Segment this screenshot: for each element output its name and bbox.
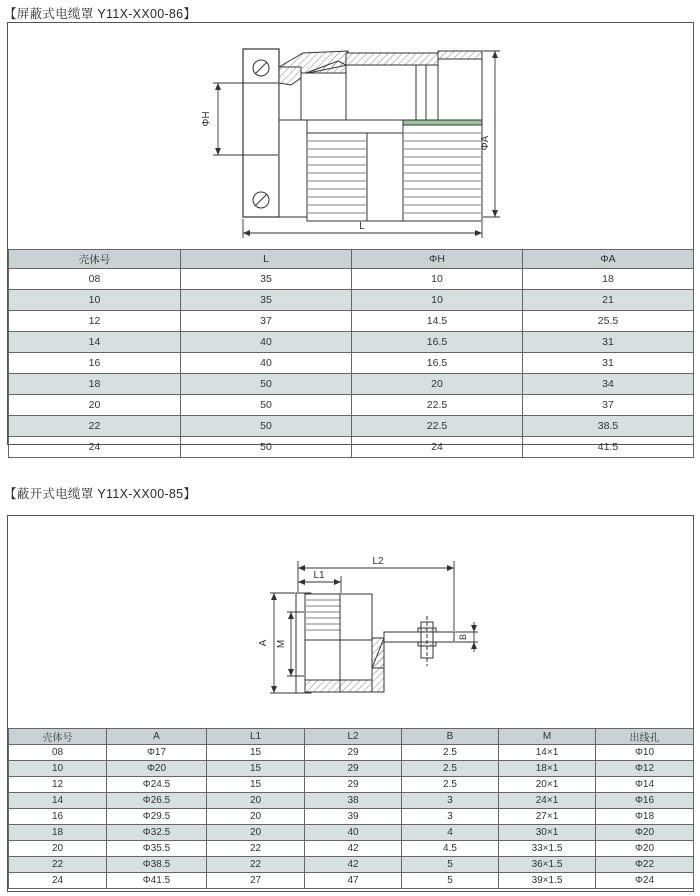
table-cell: 15 [207, 745, 305, 761]
table-cell: 22 [9, 416, 181, 437]
table-row [9, 825, 694, 841]
table-cell: Φ14 [596, 777, 694, 793]
table-cell: Φ35.5 [107, 841, 207, 857]
table-cell: 18×1 [499, 761, 596, 777]
column-header: M [499, 729, 596, 745]
table-cell: 2.5 [402, 761, 499, 777]
table-cell: 40 [181, 353, 352, 374]
table-cell: 4 [402, 825, 499, 841]
column-header: 壳体号 [9, 250, 181, 269]
table-cell: Φ20 [596, 841, 694, 857]
table-cell: 24 [9, 437, 181, 458]
table-row [9, 374, 694, 395]
table-cell: 47 [305, 873, 402, 889]
table-cell: 10 [352, 290, 523, 311]
table-cell: 20×1 [499, 777, 596, 793]
table-cell: 24 [352, 437, 523, 458]
table-cell: 10 [9, 761, 107, 777]
table-row [9, 416, 694, 437]
table-cell: 08 [9, 745, 107, 761]
table-cell: 37 [181, 311, 352, 332]
table-row [9, 290, 694, 311]
table-cell: 16.5 [352, 332, 523, 353]
table-cell: 42 [305, 841, 402, 857]
table-cell: 24 [9, 873, 107, 889]
table-cell: 3 [402, 793, 499, 809]
table-cell: 50 [181, 437, 352, 458]
column-header: ΦA [523, 250, 694, 269]
column-header: L [181, 250, 352, 269]
table-row [9, 311, 694, 332]
section2-panel [7, 515, 694, 892]
section1-title: 【屏蔽式电缆罩 Y11X-XX00-86】 [4, 7, 197, 21]
table-cell: Φ29.5 [107, 809, 207, 825]
table-cell: Φ16 [596, 793, 694, 809]
table-cell: 40 [305, 825, 402, 841]
table-cell: 20 [207, 809, 305, 825]
table-cell: 50 [181, 374, 352, 395]
table-cell: 22 [9, 857, 107, 873]
dim-label-m: M [276, 639, 287, 649]
table-cell: 18 [9, 374, 181, 395]
open-cable-cover-drawing [8, 516, 693, 728]
table-cell: Φ10 [596, 745, 694, 761]
dim-label-a: A [258, 639, 269, 647]
table-cell: 12 [9, 311, 181, 332]
column-header: B [402, 729, 499, 745]
table-cell: 20 [9, 395, 181, 416]
table-cell: 22.5 [352, 395, 523, 416]
table-cell: 14.5 [352, 311, 523, 332]
table-row [9, 353, 694, 374]
table-cell: 10 [352, 269, 523, 290]
column-header: ΦH [352, 250, 523, 269]
section2-spec-table [8, 728, 694, 889]
table-cell: Φ24 [596, 873, 694, 889]
table-row [9, 793, 694, 809]
table-row [9, 761, 694, 777]
table-header-row [9, 729, 694, 745]
column-header: 壳体号 [9, 729, 107, 745]
table-row [9, 395, 694, 416]
table-cell: 14 [9, 332, 181, 353]
table-row [9, 809, 694, 825]
column-header: L2 [305, 729, 402, 745]
table-cell: 14×1 [499, 745, 596, 761]
table-cell: 27×1 [499, 809, 596, 825]
table-cell: 35 [181, 290, 352, 311]
dim-label-l2: L2 [372, 556, 384, 567]
table-cell: 31 [523, 353, 694, 374]
table-cell: 38 [305, 793, 402, 809]
table-cell: 34 [523, 374, 694, 395]
table-cell: 29 [305, 777, 402, 793]
table-cell: 25.5 [523, 311, 694, 332]
table-cell: 16.5 [352, 353, 523, 374]
table-cell: 10 [9, 290, 181, 311]
table-row [9, 745, 694, 761]
table-cell: 50 [181, 395, 352, 416]
table-cell: Φ38.5 [107, 857, 207, 873]
table-cell: Φ26.5 [107, 793, 207, 809]
table-cell: 20 [9, 841, 107, 857]
table-row [9, 437, 694, 458]
table-cell: 27 [207, 873, 305, 889]
table-cell: 15 [207, 761, 305, 777]
table-cell: 3 [402, 809, 499, 825]
table-cell: 08 [9, 269, 181, 290]
table-header-row [9, 250, 694, 269]
table-cell: 42 [305, 857, 402, 873]
table-cell: 22.5 [352, 416, 523, 437]
table-cell: 2.5 [402, 777, 499, 793]
table-cell: 5 [402, 857, 499, 873]
table-row [9, 269, 694, 290]
table-cell: Φ22 [596, 857, 694, 873]
table-cell: Φ12 [596, 761, 694, 777]
dim-label-phi-h: ΦH [201, 111, 212, 127]
body-outline [305, 594, 372, 692]
table-cell: 24×1 [499, 793, 596, 809]
table-cell: 37 [523, 395, 694, 416]
table-row [9, 857, 694, 873]
table-cell: 16 [9, 809, 107, 825]
table-cell: 14 [9, 793, 107, 809]
table-cell: 39 [305, 809, 402, 825]
table-cell: 39×1.5 [499, 873, 596, 889]
table-cell: 50 [181, 416, 352, 437]
table-cell: 29 [305, 761, 402, 777]
table-row [9, 332, 694, 353]
column-header: 出线孔 [596, 729, 694, 745]
table-cell: 20 [207, 825, 305, 841]
shielded-cable-cover-drawing [8, 23, 693, 249]
table-cell: Φ24.5 [107, 777, 207, 793]
table-cell: 21 [523, 290, 694, 311]
dim-label-phi-a: ΦA [480, 135, 491, 151]
section2-title: 【蔽开式电缆罩 Y11X-XX00-85】 [4, 487, 197, 501]
table-cell: Φ18 [596, 809, 694, 825]
table-cell: 18 [9, 825, 107, 841]
table-row [9, 777, 694, 793]
table-cell: 22 [207, 841, 305, 857]
table-row [9, 873, 694, 889]
column-header: L1 [207, 729, 305, 745]
table-cell: 41.5 [523, 437, 694, 458]
table-cell: 22 [207, 857, 305, 873]
table-cell: Φ32.5 [107, 825, 207, 841]
table-cell: Φ17 [107, 745, 207, 761]
table-cell: 20 [207, 793, 305, 809]
table-cell: 16 [9, 353, 181, 374]
dim-label-l1: L1 [313, 570, 325, 581]
table-cell: 36×1.5 [499, 857, 596, 873]
column-header: A [107, 729, 207, 745]
table-cell: 15 [207, 777, 305, 793]
table-cell: 5 [402, 873, 499, 889]
table-cell: Φ41.5 [107, 873, 207, 889]
table-cell: 31 [523, 332, 694, 353]
table-cell: 18 [523, 269, 694, 290]
dim-label-l: L [359, 221, 365, 232]
table-cell: 4.5 [402, 841, 499, 857]
table-cell: 12 [9, 777, 107, 793]
table-cell: 35 [181, 269, 352, 290]
table-cell: 40 [181, 332, 352, 353]
table-cell: 33×1.5 [499, 841, 596, 857]
table-cell: 30×1 [499, 825, 596, 841]
table-cell: 29 [305, 745, 402, 761]
table-row [9, 841, 694, 857]
table-cell: 2.5 [402, 745, 499, 761]
section1-spec-table [8, 249, 694, 458]
table-cell: Φ20 [107, 761, 207, 777]
dim-label-b: B [458, 633, 468, 641]
table-cell: Φ20 [596, 825, 694, 841]
table-cell: 38.5 [523, 416, 694, 437]
table-cell: 20 [352, 374, 523, 395]
section1-panel [7, 22, 694, 453]
